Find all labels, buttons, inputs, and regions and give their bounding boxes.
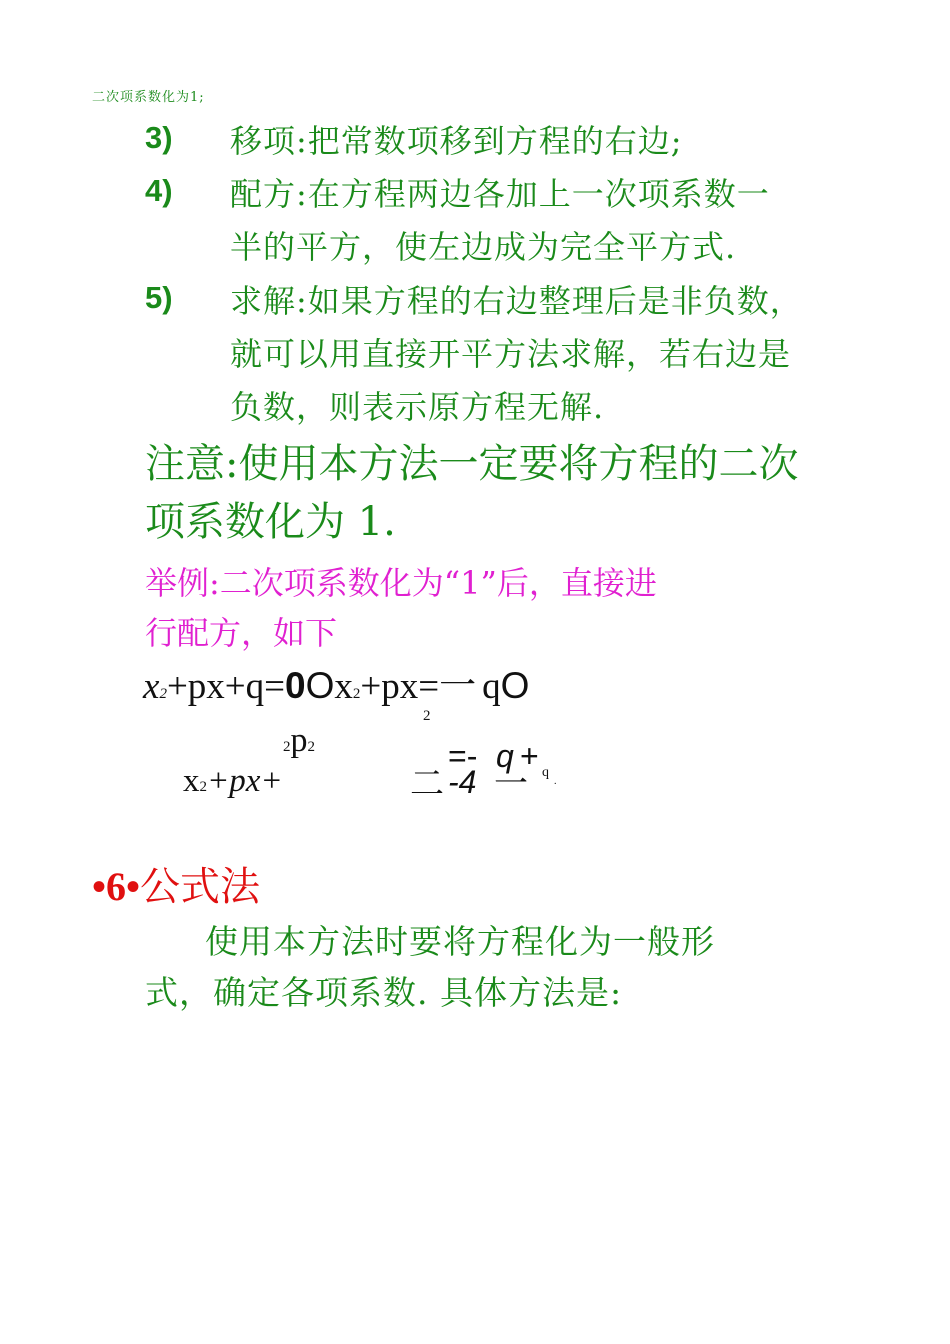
eq1-sup-2b: 2	[352, 686, 361, 702]
eq2-numerator	[283, 722, 315, 760]
eq2-right-dash-1: 二	[410, 765, 444, 803]
section-6-bullet-right: •	[126, 864, 141, 909]
section-6-body-line-2: 式，确定各项系数. 具体方法是:	[145, 973, 623, 1012]
eq2-x: x	[183, 763, 200, 799]
step-4-number: 4)	[145, 173, 173, 208]
eq2-lone-2: 2	[423, 708, 431, 724]
equation-line-1	[143, 655, 529, 709]
eq2-right-minus-4: -4	[448, 764, 477, 800]
eq1-zero: 0	[285, 665, 306, 706]
step-3-line-1: 移项:把常数项移到方程的右边;	[230, 122, 683, 160]
eq2-num-p: p	[290, 722, 308, 759]
eq2-num-post-2: 2	[307, 739, 315, 755]
eq1-x: x	[143, 666, 160, 707]
eq2-num-pre-2: 2	[283, 739, 291, 755]
eq1-x2: x	[334, 666, 353, 707]
eq2-plus-px-plus: +px+	[207, 763, 283, 799]
eq1-sup-2: 2	[159, 686, 167, 702]
step-3-number: 3)	[145, 120, 173, 155]
step-5-line-3: 负数，则表示原方程无解.	[230, 388, 605, 426]
eq2-right-q-italic: q	[496, 738, 514, 774]
eq1-arrow-glyph: O	[305, 665, 335, 706]
top-note: 二次项系数化为1;	[92, 90, 205, 105]
eq1-end-glyph: O	[500, 665, 530, 706]
note-line-2: 项系数化为 1.	[145, 499, 396, 545]
equation-line-2-left	[183, 760, 283, 800]
section-6-title: 公式法	[140, 864, 261, 910]
eq1-lhs: +px+q=	[166, 666, 286, 707]
eq2-right-plus: +	[520, 738, 539, 774]
eq2-right-eq: =-	[448, 738, 478, 774]
eq1-q: q	[482, 666, 501, 707]
step-5-line-2: 就可以用直接开平方法求解，若右边是	[230, 335, 792, 373]
eq1-dash: 一	[439, 665, 477, 706]
eq2-dot: .	[554, 776, 557, 787]
eq2-right-dash-2: 一	[494, 765, 528, 803]
section-6-body-line-1: 使用本方法时要将方程化为一般形	[205, 922, 715, 961]
step-4-line-2: 半的平方，使左边成为完全平方式.	[230, 228, 737, 266]
section-6-heading	[92, 855, 260, 912]
example-line-2: 行配方，如下	[145, 614, 338, 652]
section-6-number: 6	[106, 864, 127, 909]
note-line-1: 注意:使用本方法一定要将方程的二次	[145, 441, 799, 487]
example-line-1: 举例:二次项系数化为“1”后，直接进	[145, 564, 657, 602]
step-5-line-1: 求解:如果方程的右边整理后是非负数，	[230, 282, 803, 320]
step-5-number: 5)	[145, 280, 173, 315]
eq1-rhs: +px=	[360, 666, 440, 707]
eq2-right-q: q	[542, 765, 549, 780]
section-6-bullet-left: •	[92, 864, 107, 909]
eq2-x-sup: 2	[199, 779, 207, 795]
step-4-line-1: 配方:在方程两边各加上一次项系数一	[230, 175, 770, 213]
